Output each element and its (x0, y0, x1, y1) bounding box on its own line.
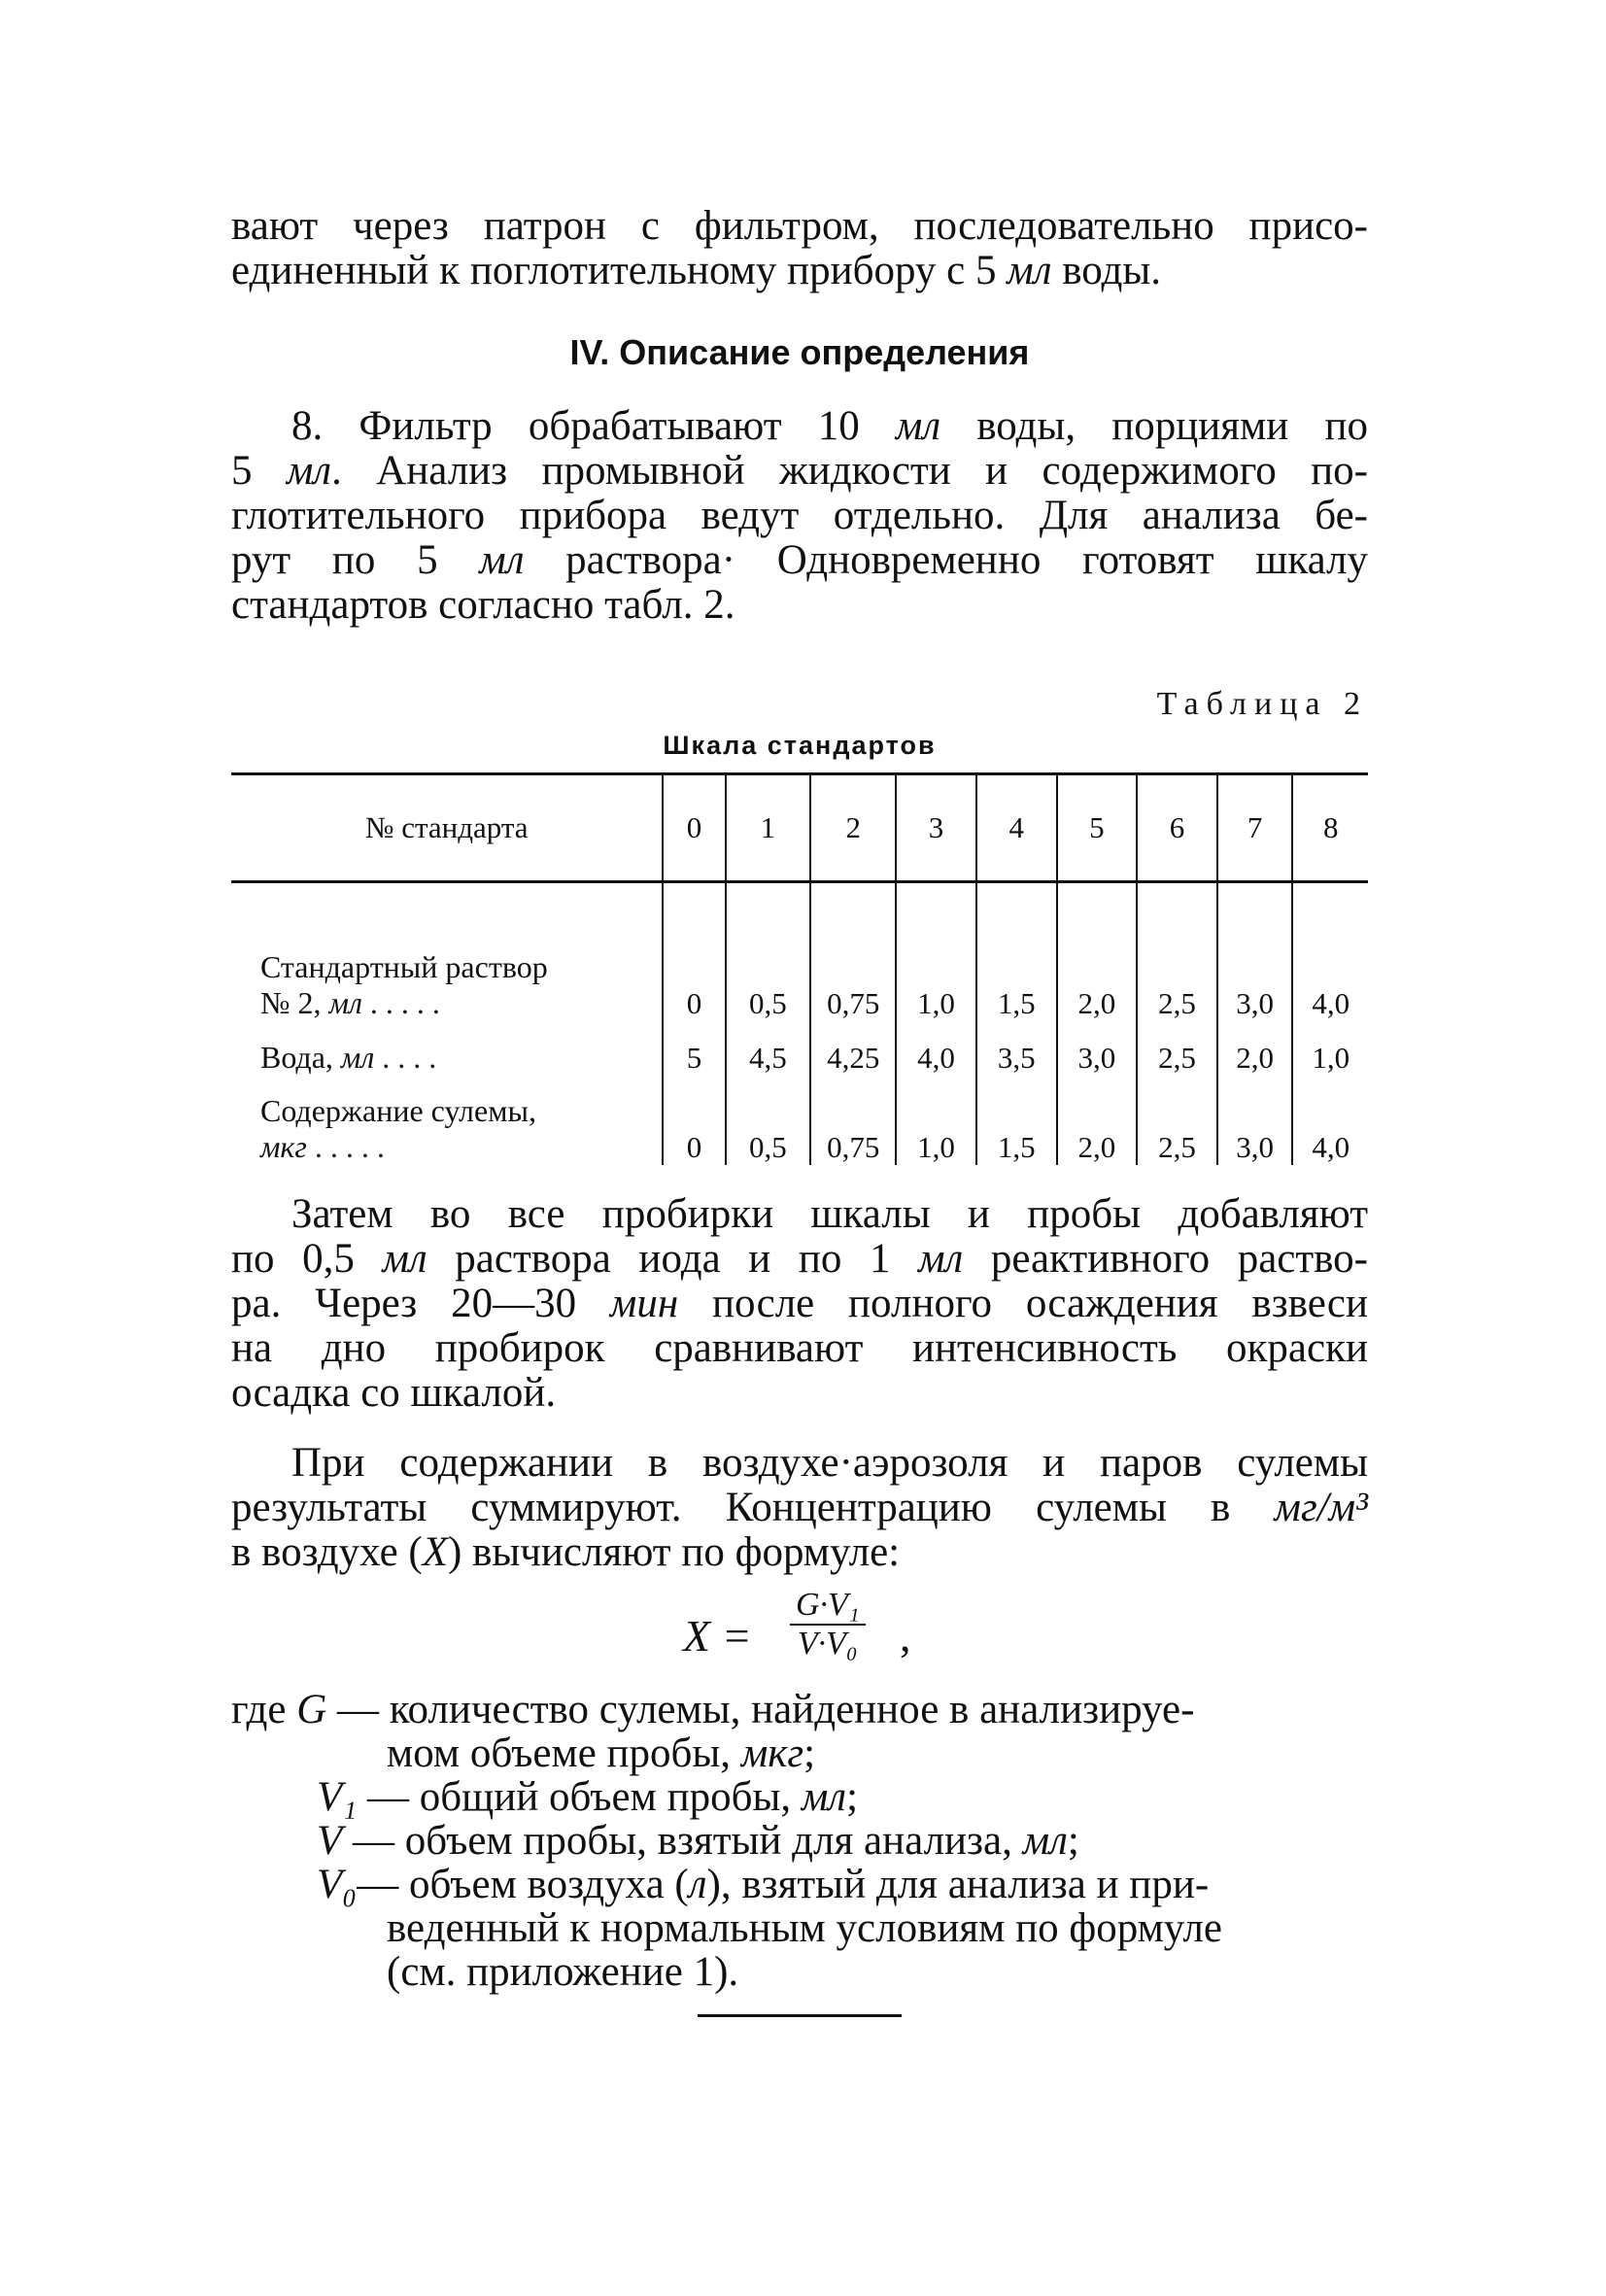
table-cell: 3,0 (1217, 932, 1293, 1021)
table-cell: 0,75 (810, 932, 896, 1021)
variable: V₀ (317, 1862, 358, 1907)
column-header: 4 (976, 774, 1057, 882)
definition-v (231, 1819, 1368, 1863)
variable: V (317, 1818, 343, 1864)
text-run: раствора· Одновременно готовят шкалу (524, 537, 1368, 583)
para-line: глотительного прибора ведут отдельно. Для анализа бе- (231, 493, 1368, 538)
table-cell: 2,0 (1057, 932, 1138, 1021)
unit: мл (286, 448, 332, 494)
formula-numerator: G·V₁ (790, 1587, 866, 1626)
formula-denominator: V·V₀ (797, 1626, 858, 1662)
variable: X (422, 1529, 449, 1575)
text-run: в воздухе ( (231, 1529, 423, 1575)
paragraph-procedure (231, 1192, 1368, 1416)
table-cell: 5 (663, 1021, 725, 1076)
table-cell: 3,5 (976, 1021, 1057, 1076)
table-row (231, 932, 1368, 1021)
text-run: ), взятый для анализа и при- (706, 1862, 1210, 1907)
text-run: Вода, (260, 1040, 341, 1075)
table-cell: 4,0 (1292, 1076, 1368, 1165)
para-line (231, 404, 1368, 449)
para-line: стандартов согласно табл. 2. (231, 582, 735, 628)
text-run: единенный к поглотительному прибору с 5 (231, 248, 1008, 293)
unit: мл (918, 1236, 964, 1282)
para-line (231, 1530, 1368, 1575)
table-cell: 0 (663, 932, 725, 1021)
paragraph-summary (231, 1441, 1368, 1575)
text-run: — объем пробы, взятый для анализа, (342, 1818, 1023, 1864)
formula-trail: , (900, 1611, 911, 1661)
table-spacer-row (231, 882, 1368, 933)
text-run: 8. Фильтр обрабатывают 10 (291, 403, 896, 449)
table-cell: 1,5 (976, 932, 1057, 1021)
text-run: реактивного раство- (963, 1236, 1368, 1282)
formula-fraction (790, 1587, 866, 1662)
definition-v0-cont: веденный к нормальным условиям по формуле (387, 1905, 1222, 1951)
table-cell: 1,0 (896, 932, 976, 1021)
column-header: 8 (1292, 774, 1368, 882)
text-run: мом объеме пробы, (387, 1731, 741, 1776)
para-line: осадка со шкалой. (231, 1370, 557, 1416)
table-cell: 2,5 (1137, 932, 1217, 1021)
table-cell: 0,75 (810, 1076, 896, 1165)
unit: мл (1022, 1818, 1068, 1864)
text-run: рут по 5 (231, 537, 480, 583)
table-row (231, 1076, 1368, 1165)
unit: мл (479, 537, 525, 583)
row-label-line (260, 1129, 662, 1165)
table-cell: 4,25 (810, 1021, 896, 1076)
table-cell: 2,0 (1217, 1021, 1293, 1076)
variable: G (296, 1687, 327, 1732)
table-cell: 4,0 (1292, 932, 1368, 1021)
definition-v1 (231, 1775, 1368, 1819)
unit: мл (382, 1236, 427, 1282)
table-cell: 2,5 (1137, 1076, 1217, 1165)
leader-dots: . . . . . (306, 1129, 385, 1164)
table-cell: 2,5 (1137, 1021, 1217, 1076)
table-cell: 1,0 (896, 1076, 976, 1165)
unit: мл (1007, 248, 1052, 293)
row-label (231, 1021, 663, 1076)
row-label-line (260, 985, 662, 1021)
text-run: . Анализ промывной жидкости и содержимого по- (331, 448, 1368, 494)
end-rule (698, 2014, 902, 2017)
page-content (231, 204, 1368, 1994)
table-cell: 3,0 (1217, 1076, 1293, 1165)
unit: мин (609, 1281, 679, 1326)
unit: мл (328, 985, 362, 1020)
row-label (231, 932, 663, 1021)
table-cell: 0 (663, 1076, 725, 1165)
column-header: 6 (1137, 774, 1217, 882)
para-line (231, 1237, 1368, 1282)
para-line (231, 538, 1368, 583)
column-header: 7 (1217, 774, 1293, 882)
column-header: 2 (810, 774, 896, 882)
column-header-standard: № стандарта (231, 774, 663, 882)
unit: л (688, 1862, 707, 1907)
text-run: ; (1067, 1818, 1079, 1864)
definition-v0-cont: (см. приложение 1). (387, 1949, 739, 1995)
section-heading: IV. Описание определения (569, 332, 1030, 372)
text-run: № 2, (260, 985, 329, 1020)
text-run: воды, порциями по (940, 403, 1368, 449)
leader-dots: . . . . . (361, 985, 440, 1020)
text-run: ра. Через 20—30 (231, 1281, 610, 1326)
variable: V₁ (317, 1774, 358, 1820)
text-run: — общий объем пробы, (357, 1774, 802, 1820)
unit: мкг (260, 1129, 307, 1164)
text-run: — объем воздуха ( (357, 1862, 689, 1907)
text-run: после полного осаждения взвеси (678, 1281, 1368, 1326)
formula (231, 1587, 1368, 1684)
definition-g (231, 1688, 1368, 1731)
table-cell: 0,5 (726, 932, 811, 1021)
definition-v0 (231, 1863, 1368, 1906)
unit: мл (340, 1040, 375, 1075)
text-run: 5 (231, 448, 287, 494)
row-label-line: Стандартный раствор (260, 949, 548, 984)
table-cell: 1,5 (976, 1076, 1057, 1165)
table-label: Таблица 2 (1156, 686, 1368, 722)
para-line (231, 1486, 1368, 1530)
unit: мл (801, 1774, 847, 1820)
intro-line-2 (231, 249, 1368, 293)
table-cell: 3,0 (1057, 1021, 1138, 1076)
text-run: — количество сулемы, найденное в анализируе- (326, 1687, 1195, 1732)
text-run: по 0,5 (231, 1236, 383, 1282)
para-line: Затем во все пробирки шкалы и пробы добавляют (291, 1191, 1368, 1237)
variable-definitions (231, 1688, 1368, 1994)
table-cell: 1,0 (1292, 1021, 1368, 1076)
table-cell: 2,0 (1057, 1076, 1138, 1165)
row-label-line: Содержание сулемы, (260, 1093, 536, 1128)
column-header: 0 (663, 774, 725, 882)
formula-lhs: X = (683, 1611, 752, 1661)
table-cell: 0,5 (726, 1076, 811, 1165)
column-header: 3 (896, 774, 976, 882)
standards-table (231, 772, 1368, 1165)
para-line: на дно пробирок сравнивают интенсивность окраски (231, 1325, 1368, 1371)
paragraph-8 (231, 404, 1368, 628)
text-run: воды. (1051, 248, 1162, 293)
column-header: 5 (1057, 774, 1138, 882)
para-line (231, 1282, 1368, 1326)
table-row (231, 1021, 1368, 1076)
unit: мл (895, 403, 941, 449)
leader-dots: . . . . (374, 1040, 437, 1075)
text-run: ; (846, 1774, 859, 1820)
column-header: 1 (726, 774, 811, 882)
unit: мг/м³ (1274, 1485, 1368, 1530)
para-line (231, 449, 1368, 494)
text-run: результаты суммируют. Концентрацию сулемы в (231, 1485, 1275, 1530)
table-title: Шкала стандартов (663, 731, 937, 760)
row-label (231, 1076, 663, 1165)
intro-line-1: вают через патрон с фильтром, последовательно присо- (231, 203, 1368, 249)
text-run: ; (803, 1731, 816, 1776)
text-run: раствора иода и по 1 (427, 1236, 919, 1282)
text-run: где (231, 1687, 297, 1732)
definition-g-cont (231, 1731, 1368, 1775)
table-header-row (231, 774, 1368, 882)
table-cell: 4,5 (726, 1021, 811, 1076)
text-run: ) вычисляют по формуле: (448, 1529, 901, 1575)
para-line: При содержании в воздухе·аэрозоля и паров сулемы (291, 1440, 1368, 1486)
unit: мкг (740, 1731, 804, 1776)
table-cell: 4,0 (896, 1021, 976, 1076)
